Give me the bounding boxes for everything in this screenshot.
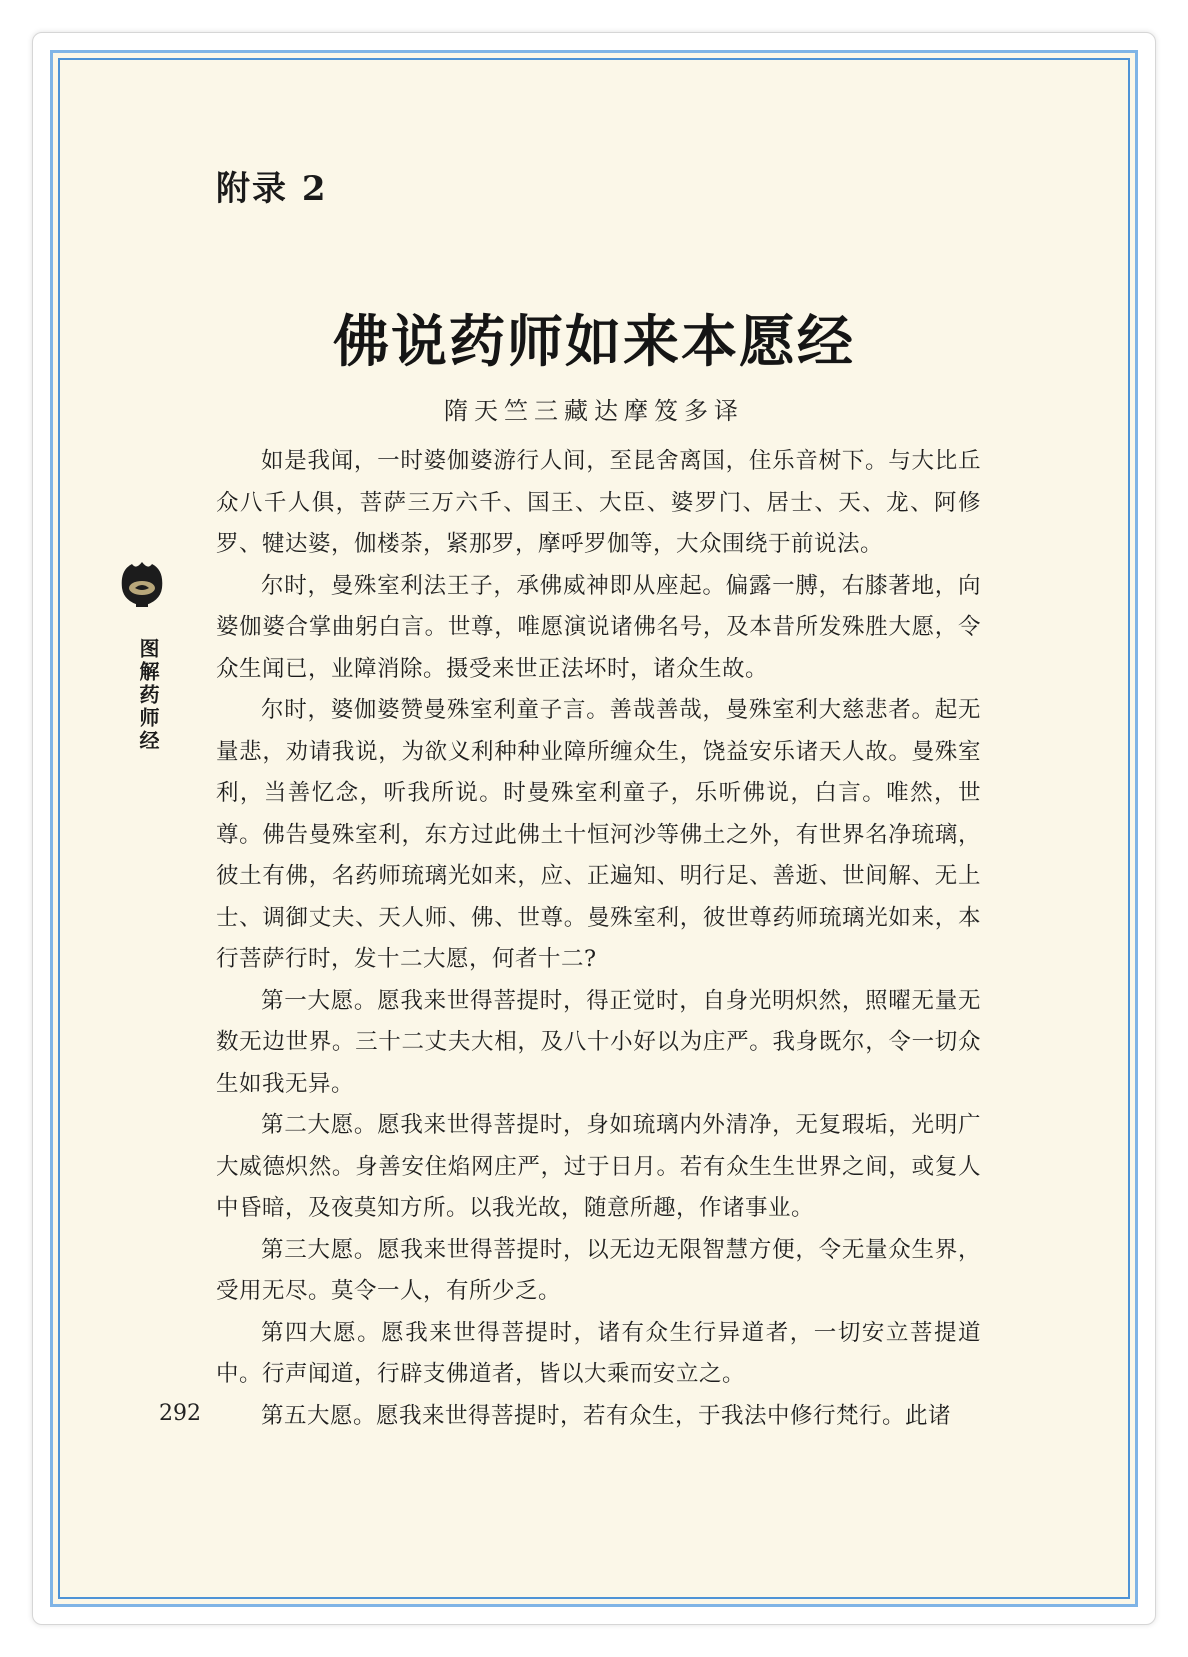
body-text — [216, 441, 981, 1437]
paragraph: 第二大愿。愿我来世得菩提时，身如琉璃内外清净，无复瑕垢，光明广大威德炽然。身善安住焰网庄严，过于日月。若有众生生世界之间，或复人中昏暗，及夜莫知方所。以我光故，随意所趣，作诸事业。 — [216, 1112, 981, 1221]
page-number: 292 — [159, 1401, 201, 1426]
book-page — [50, 50, 1138, 1607]
translator-line: 隋天竺三藏达摩笈多译 — [444, 397, 744, 425]
lotus-emblem-icon — [116, 558, 168, 610]
paragraph: 尔时，曼殊室利法王子，承佛威神即从座起。偏露一膊，右膝著地，向婆伽婆合掌曲躬白言。世尊，唯愿演说诸佛名号，及本昔所发殊胜大愿，令众生闻已，业障消除。摄受来世正法坏时，诸众生故。 — [216, 572, 981, 682]
paragraph: 尔时，婆伽婆赞曼殊室利童子言。善哉善哉，曼殊室利大慈悲者。起无量悲，劝请我说，为欲义利种种业障所缠众生，饶益安乐诸天人故。曼殊室利，当善忆念，听我所说。时曼殊室利童子，乐听佛说，白言。唯然，世尊。佛告曼殊室利，东方过此佛土十恒河沙等佛土之外，有世界名净琉璃，彼土有佛，名药师琉璃光如来，应、正遍知、明行足、善逝、世间解、无上士、调御丈夫、天人师、佛、世尊。曼殊室利，彼世尊药师琉璃光如来，本行菩萨行时，发十二大愿，何者十二? — [216, 697, 981, 972]
appendix-label: 附录 2 — [216, 169, 328, 209]
paragraph: 第三大愿。愿我来世得菩提时，以无边无限智慧方便，令无量众生界，受用无尽。莫令一人，有所少乏。 — [216, 1236, 981, 1304]
paragraph: 第四大愿。愿我来世得菩提时，诸有众生行异道者，一切安立菩提道中。行声闻道，行辟支佛道者，皆以大乘而安立之。 — [216, 1319, 981, 1387]
side-book-title: 图解药师经 — [136, 638, 160, 753]
paragraph: 第五大愿。愿我来世得菩提时，若有众生，于我法中修行梵行。此诸 — [261, 1402, 952, 1429]
page-title: 佛说药师如来本愿经 — [333, 309, 855, 375]
paragraph: 如是我闻，一时婆伽婆游行人间，至昆舍离国，住乐音树下。与大比丘众八千人俱，菩萨三万六千、国王、大臣、婆罗门、居士、天、龙、阿修罗、犍达婆，伽楼荼，紧那罗，摩呼罗伽等，大众围绕于前说法。 — [216, 448, 981, 557]
paragraph: 第一大愿。愿我来世得菩提时，得正觉时，自身光明炽然，照曜无量无数无边世界。三十二丈夫大相，及八十小好以为庄严。我身既尔，令一切众生如我无异。 — [216, 987, 981, 1097]
